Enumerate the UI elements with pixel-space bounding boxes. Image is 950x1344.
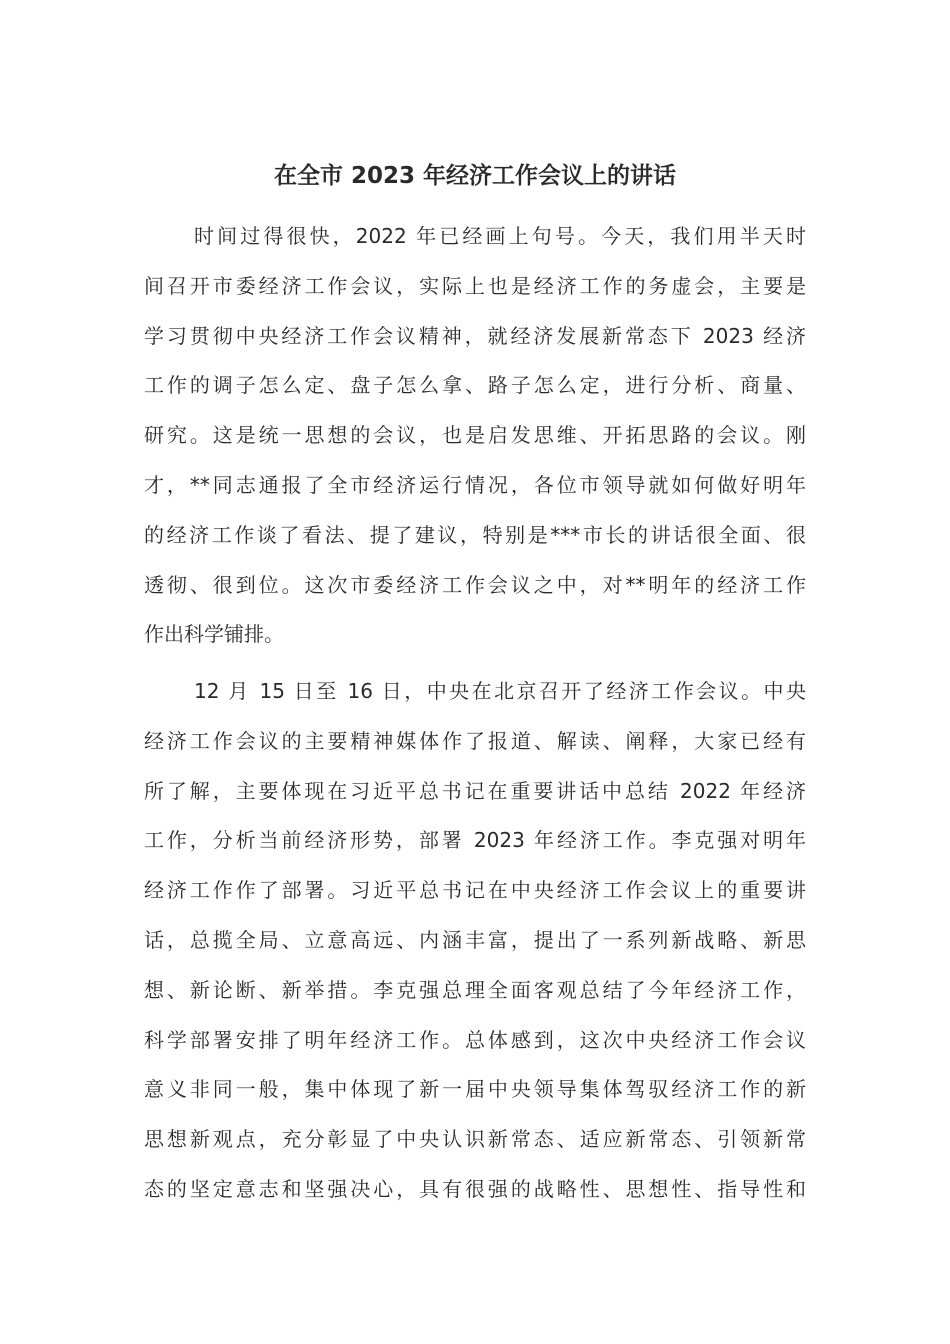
paragraph-line: 科学部署安排了明年经济工作。总体感到，这次中央经济工作会议 [144, 1027, 806, 1052]
paragraph-line: 工作，分析当前经济形势，部署 2023 年经济工作。李克强对明年 [144, 828, 806, 853]
paragraph-line: 想、新论断、新举措。李克强总理全面客观总结了今年经济工作， [144, 977, 806, 1002]
paragraph-line: 研究。这是统一思想的会议，也是启发思维、开拓思路的会议。刚 [144, 423, 806, 448]
paragraph-line: 学习贯彻中央经济工作会议精神，就经济发展新常态下 2023 经济 [144, 323, 806, 348]
paragraph-1 [144, 212, 806, 660]
paragraph-line: 时间过得很快，2022 年已经画上句号。今天，我们用半天时 [194, 224, 806, 248]
paragraph-2 [144, 667, 806, 1215]
paragraph-line: 工作的调子怎么定、盘子怎么拿、路子怎么定，进行分析、商量、 [144, 373, 806, 398]
paragraph-line: 经济工作作了部署。习近平总书记在中央经济工作会议上的重要讲 [144, 878, 806, 903]
paragraph-line: 间召开市委经济工作会议，实际上也是经济工作的务虚会，主要是 [144, 273, 806, 298]
paragraph-line: 思想新观点，充分彰显了中央认识新常态、适应新常态、引领新常 [144, 1127, 806, 1152]
paragraph-line: 态的坚定意志和坚强决心，具有很强的战略性、思想性、指导性和 [144, 1176, 806, 1201]
paragraph-line: 作出科学铺排。 [144, 622, 284, 647]
paragraph-line: 12 月 15 日至 16 日，中央在北京召开了经济工作会议。中央 [194, 679, 806, 703]
paragraph-line: 透彻、很到位。这次市委经济工作会议之中，对**明年的经济工作 [144, 572, 806, 597]
document-title: 在全市 2023 年经济工作会议上的讲话 [273, 163, 677, 189]
paragraph-line: 的经济工作谈了看法、提了建议，特别是***市长的讲话很全面、很 [144, 522, 806, 547]
paragraph-line: 所了解，主要体现在习近平总书记在重要讲话中总结 2022 年经济 [144, 778, 806, 803]
paragraph-line: 才，**同志通报了全市经济运行情况，各位市领导就如何做好明年 [144, 472, 806, 497]
paragraph-line: 话，总揽全局、立意高远、内涵丰富，提出了一系列新战略、新思 [144, 927, 806, 952]
paragraph-line: 意义非同一般，集中体现了新一届中央领导集体驾驭经济工作的新 [144, 1077, 806, 1102]
paragraph-line: 经济工作会议的主要精神媒体作了报道、解读、阐释，大家已经有 [144, 728, 806, 753]
